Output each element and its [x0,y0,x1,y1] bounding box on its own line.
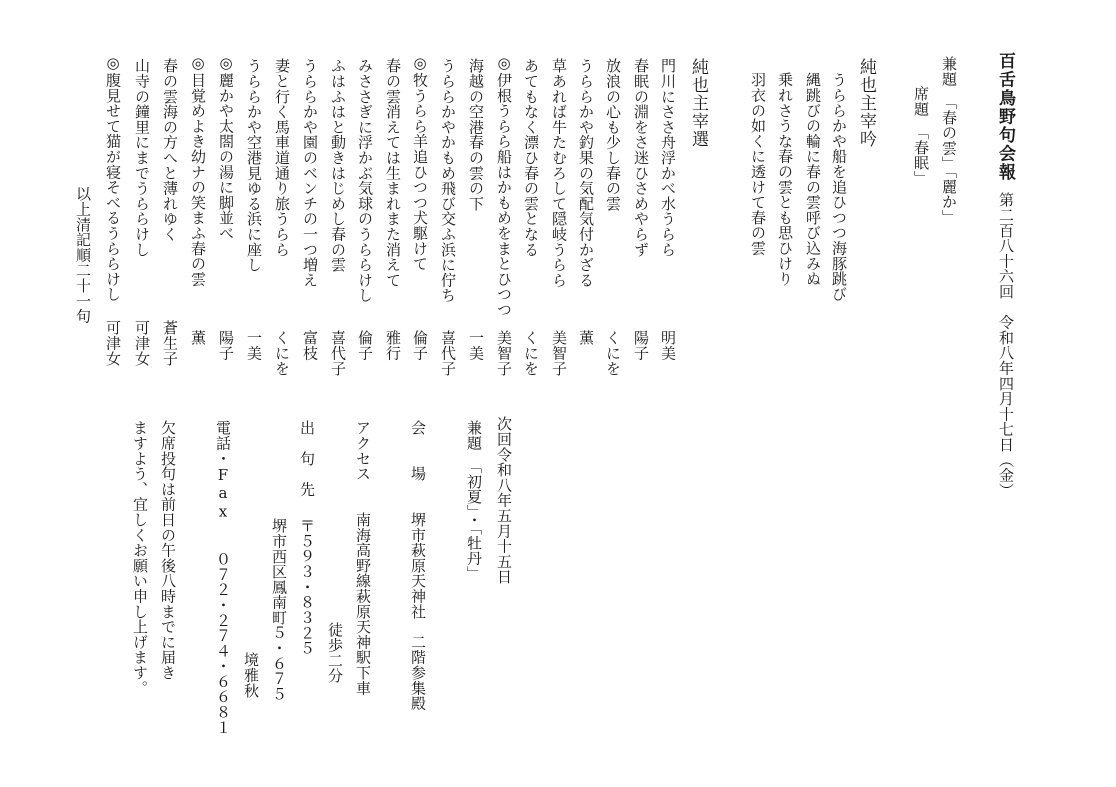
haiku-author: 富枝 [301,330,319,361]
access: アクセス 南海高野線萩原天神駅下車 [354,420,372,696]
haiku-author: 雅行 [384,330,402,361]
selected-haiku: 草あれば牛たむろして隠岐うらら [550,58,568,288]
selected-haiku: ◎麗かや太閤の湯に脚並べ [217,54,235,241]
absentee-note: 欠席投句は前日の午後八時までに届き [159,420,177,681]
selected-haiku: ふはふはと動きはじめし春の雲 [329,58,347,273]
selected-haiku: 放浪の心も少し春の雲 [604,58,622,211]
access-walk: 徒歩二分 [326,622,344,684]
haiku-author: 倫子 [356,330,374,361]
selected-haiku: 妻と行く馬車道通り旅うらら [273,58,291,257]
haiku-author: くにを [273,330,291,376]
teacher-haiku: 乗れさうな春の雲とも思ひけり [776,72,794,287]
teacher-haiku: 縄跳びの輪に春の雲呼び込みぬ [804,72,822,287]
haiku-author: 陽子 [217,330,235,361]
selected-haiku: ◎伊根うらら船はかもめをまとひつつ [495,54,513,318]
teacher-heading: 純也主宰吟 [856,58,876,148]
haiku-author: 可津女 [133,320,151,366]
haiku-author: 喜代子 [439,330,457,376]
address: 堺市西区鳳南町５・６７５ [270,518,288,702]
selected-haiku: 海越の空港春の雲の下 [467,58,485,211]
haiku-author: 薫 [577,330,595,346]
selected-haiku: 春眠の淵をさ迷ひさめやらず [632,58,650,257]
venue: 会 場 堺市萩原天神社 二階参集殿 [409,420,427,711]
selected-haiku: ◎牧うらら羊追ひつつ犬駆けて [411,54,429,272]
selection-heading: 純也主宰選 [688,58,708,148]
selection-footer: 以上清記順二十一句 [74,186,92,324]
haiku-author: くにを [522,330,540,376]
kendai-topics: 兼題 「春の雲」「麗か」 [940,56,958,225]
selected-haiku: 門川にささ舟浮かべ水うらら [659,58,677,257]
next-meeting-date: 次回令和八年五月十五日 [495,416,513,585]
sekidai-topic: 席題 「春眠」 [912,86,930,186]
selected-haiku: うららかやかもめ飛び交ふ浜に佇ち [439,58,457,303]
haiku-author: 美智子 [550,330,568,376]
issue-date: 第二百八十六回 令和八年四月十七日（金） [997,192,1015,498]
selected-haiku: うららかや釣果の気配気付かざる [577,58,595,288]
contact-name: 境雅秋 [242,652,260,698]
next-meeting-kendai: 兼題 「初夏」・「牡丹」 [465,420,483,582]
haiku-author: 一美 [245,330,263,361]
haiku-author: 倫子 [411,330,429,361]
haiku-author: 明美 [659,330,677,361]
haiku-author: 蒼生子 [161,320,179,366]
haiku-author: 薫 [189,330,207,346]
newsletter-title: 百舌鳥野句会報 [995,52,1015,182]
haiku-author: 可津女 [104,320,122,366]
teacher-haiku: 羽衣の如くに透けて春の雲 [749,72,767,256]
selected-haiku: みささぎに浮かぶ気球のうららけし [356,58,374,303]
haiku-author: 喜代子 [329,330,347,376]
selected-haiku: 山寺の鐘里にまでうららけし [133,58,151,257]
selected-haiku: ◎腹見せて猫が寝そべるうららけし [104,54,122,302]
selected-haiku: あてもなく漂ひ春の雲となる [522,58,540,257]
haiku-author: くにを [604,330,622,376]
absentee-note: ますよう、宜しくお願い申し上げます。 [131,420,149,696]
selected-haiku: 春の雲海の方へと薄れゆく [161,58,179,242]
haiku-author: 陽子 [632,330,650,361]
selected-haiku: ◎目覚めよき幼ナの笑まふ春の雲 [189,54,207,287]
selected-haiku: 春の雲消えては生まれまた消えて [384,58,402,288]
teacher-haiku: うららかや船を追ひつつ海豚跳び [830,72,848,302]
haiku-author: 美智子 [495,330,513,376]
haiku-author: 一美 [467,330,485,361]
submission-label: 出 句 先 [298,420,316,497]
selected-haiku: うららかや園のベンチの一つ増え [301,58,319,288]
selected-haiku: うららかや空港見ゆる浜に座し [245,58,263,273]
postal-code: 〒５９３・８３２５ [298,518,316,656]
phone-fax: 電話・Fax ０７２・２７４・６６８１ [214,420,232,735]
